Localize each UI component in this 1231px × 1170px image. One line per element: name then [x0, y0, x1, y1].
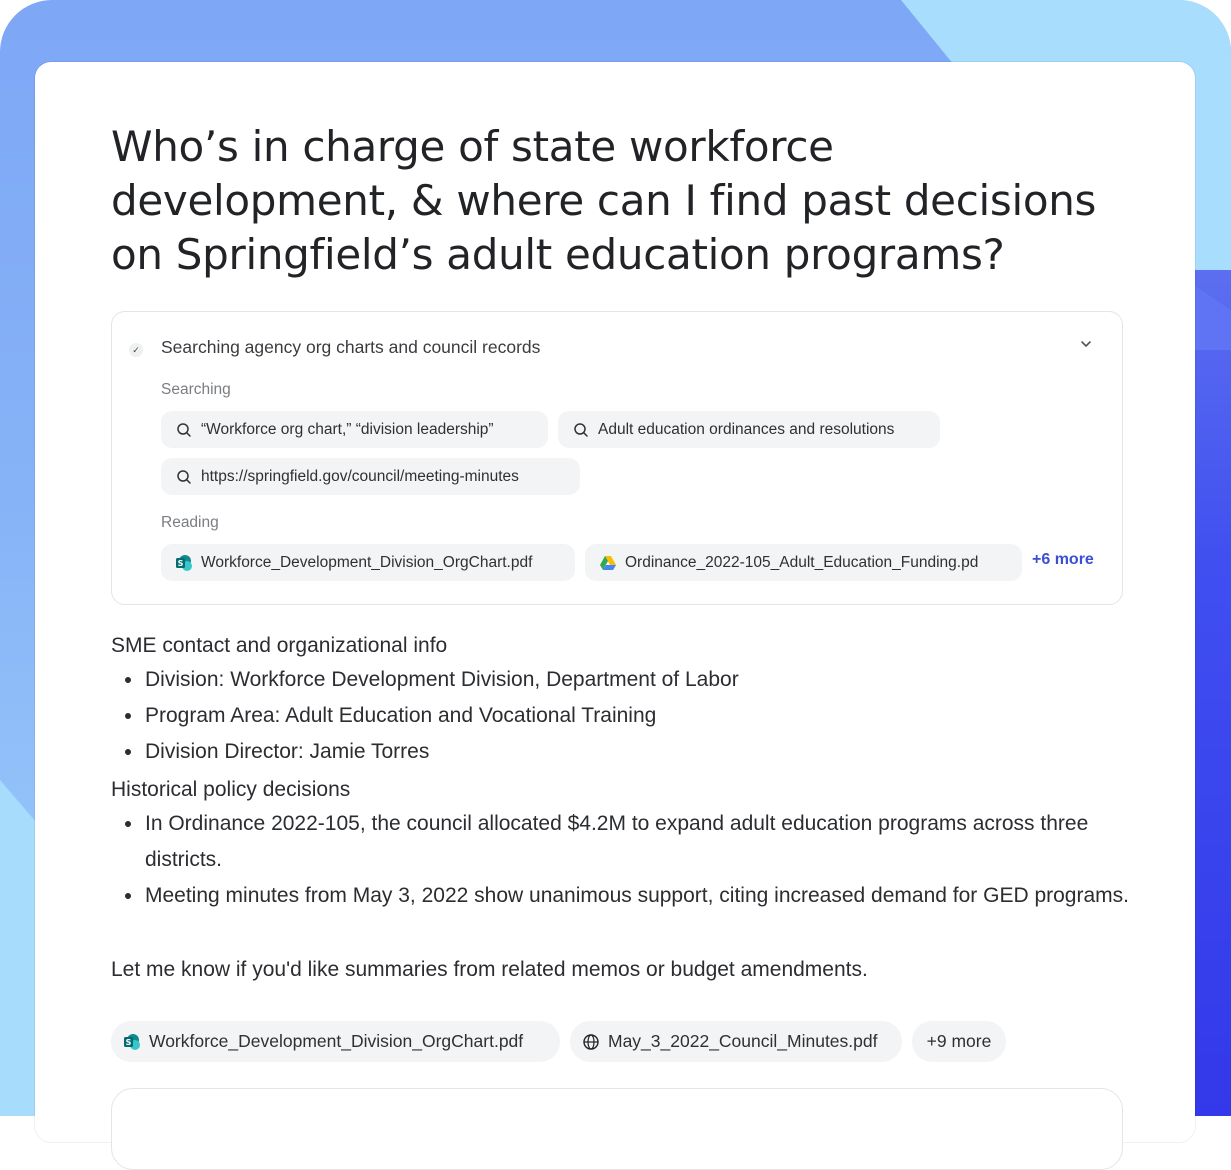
search-query-chip[interactable] [558, 411, 940, 448]
reading-file-chip[interactable] [585, 544, 1022, 581]
user-question: Who’s in charge of state workforce development, & where can I find past decisions on Springfield’s adult education programs? [111, 122, 1097, 279]
reading-label: Reading [161, 514, 219, 531]
search-activity-panel [111, 311, 1123, 605]
reading-file-chip[interactable] [161, 544, 575, 581]
reading-file-name: Workforce_Development_Division_OrgChart.pdf [201, 553, 533, 571]
answer-heading-policy: Historical policy decisions [111, 778, 351, 801]
list-item: Meeting minutes from May 3, 2022 show unanimous support, citing increased demand for GED programs. [145, 878, 1130, 914]
search-panel-header[interactable] [112, 312, 1122, 372]
source-name: Workforce_Development_Division_OrgChart.pdf [149, 1031, 524, 1051]
message-input-box[interactable] [111, 1088, 1123, 1170]
list-item: Division: Workforce Development Division, Department of Labor [145, 662, 1130, 698]
sharepoint-icon [175, 554, 193, 572]
source-name: May_3_2022_Council_Minutes.pdf [608, 1031, 878, 1051]
sharepoint-icon [123, 1033, 141, 1051]
svg-text:S: S [177, 558, 184, 568]
globe-icon [582, 1033, 600, 1051]
svg-text:S: S [125, 1037, 132, 1047]
search-panel-title: Searching agency org charts and council records [161, 337, 541, 357]
check-icon: ✓ [129, 343, 143, 357]
answer-closing: Let me know if you'd like summaries from related memos or budget amendments. [111, 958, 868, 981]
search-query-text: https://springfield.gov/council/meeting-minutes [201, 467, 519, 485]
source-chip[interactable] [111, 1021, 560, 1062]
chat-card [35, 62, 1195, 1142]
list-item: Program Area: Adult Education and Vocational Training [145, 698, 1130, 734]
list-item: Division Director: Jamie Torres [145, 734, 1130, 770]
search-query-chip[interactable] [161, 411, 548, 448]
more-sources-chip[interactable]: +9 more [912, 1021, 1006, 1062]
search-query-text: “Workforce org chart,” “division leadership” [201, 420, 494, 438]
search-icon [175, 468, 193, 486]
chevron-down-icon[interactable] [1076, 336, 1096, 356]
google-drive-icon [599, 554, 617, 572]
search-query-chip[interactable] [161, 458, 580, 495]
more-files-link[interactable]: +6 more [1032, 551, 1094, 568]
source-chip[interactable] [570, 1021, 902, 1062]
reading-file-name: Ordinance_2022-105_Adult_Education_Funding.pd [625, 553, 979, 571]
search-icon [572, 421, 590, 439]
searching-label: Searching [161, 381, 231, 398]
search-query-text: Adult education ordinances and resolutions [598, 420, 895, 438]
answer-heading-org-info: SME contact and organizational info [111, 634, 448, 657]
search-icon [175, 421, 193, 439]
list-item: In Ordinance 2022-105, the council allocated $4.2M to expand adult education programs across three districts. [145, 806, 1130, 878]
